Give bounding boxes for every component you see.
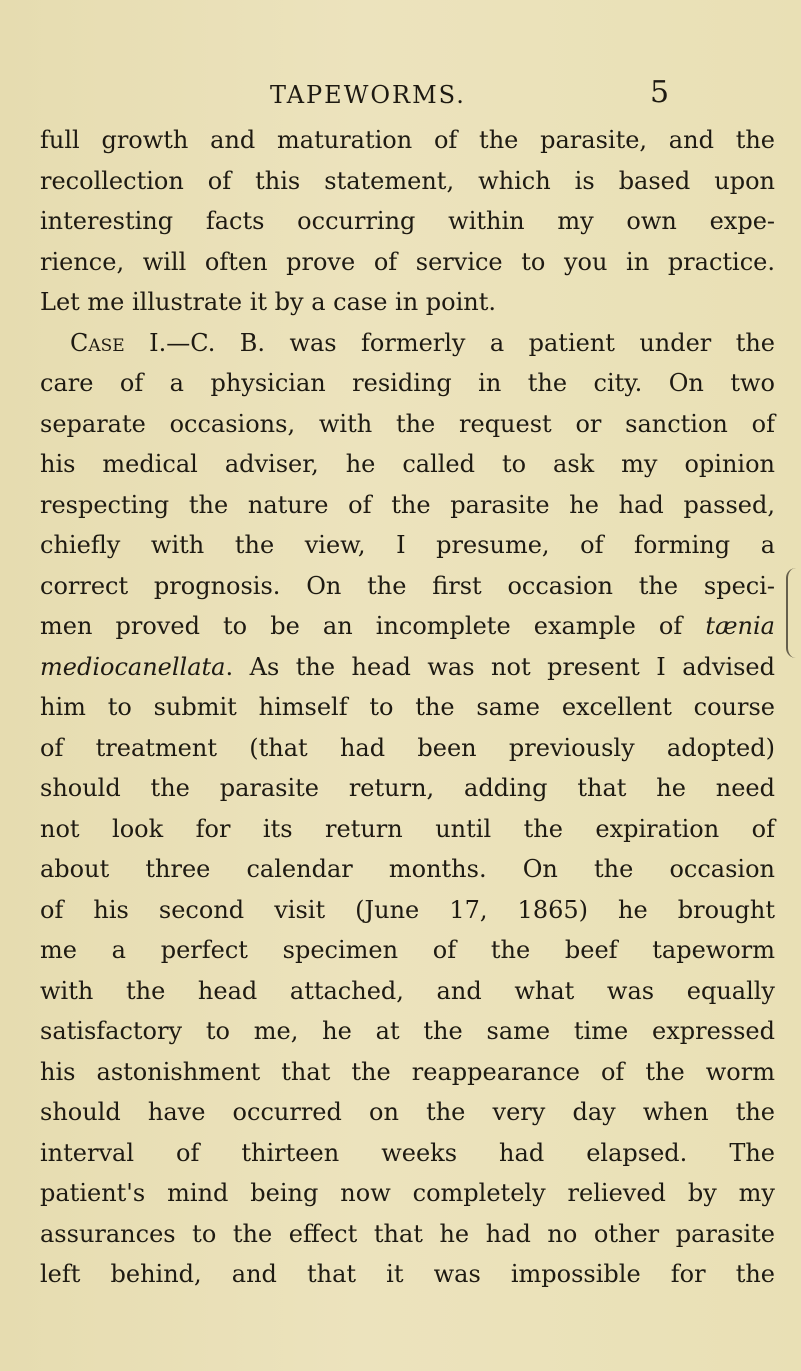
text-line: his medical adviser, he called to ask my opinion [40, 450, 775, 478]
text-line: satisfactory to me, he at the same time expressed [40, 1017, 775, 1045]
text-line-case-heading [40, 323, 775, 364]
text-line: care of a physician residing in the city. On two [40, 369, 775, 397]
text-line-with-italic [40, 606, 775, 647]
text-line: respecting the nature of the parasite he had passed, [40, 490, 775, 519]
text-line: of his second visit (June 17, 1865) he brought [40, 895, 775, 924]
page-number: 5 [650, 75, 670, 110]
body-text [40, 120, 775, 1295]
text-line: should the parasite return, adding that he need [40, 774, 775, 802]
text-line-with-italic [40, 647, 775, 688]
text-line: recollection of this statement, which is based upon [40, 166, 775, 195]
text-line: not look for its return until the expiration of [40, 814, 775, 843]
text-line: assurances to the effect that he had no other parasite [40, 1219, 775, 1248]
text-line: me a perfect specimen of the beef tapeworm [40, 936, 775, 964]
text-line: with the head attached, and what was equally [40, 976, 775, 1005]
text-line: chiefly with the view, I presume, of forming a [40, 531, 775, 559]
margin-bracket-mark [786, 568, 800, 658]
text-line: correct prognosis. On the first occasion the speci- [40, 571, 775, 600]
text-line: him to submit himself to the same excellent course [40, 693, 775, 721]
case-label: Case I. [70, 328, 167, 357]
running-head [0, 75, 801, 115]
text-line-start: men proved to be an incomplete example of [40, 612, 706, 640]
text-line: full growth and maturation of the parasite, and the [40, 126, 775, 154]
text-line-rest: —C. B. was formerly a patient under the [166, 328, 775, 357]
italic-mediocanellata: mediocanellata [40, 652, 226, 681]
text-line: about three calendar months. On the occasion [40, 855, 775, 883]
text-line: of treatment (that had been previously adopted) [40, 733, 775, 762]
text-line: should have occurred on the very day when the [40, 1098, 775, 1126]
italic-taenia: tænia [705, 612, 775, 640]
text-line: his astonishment that the reappearance of the worm [40, 1057, 775, 1086]
text-line: left behind, and that it was impossible for the [40, 1260, 775, 1288]
running-title: TAPEWORMS. [270, 81, 466, 109]
text-line: interesting facts occurring within my own expe- [40, 207, 775, 235]
text-line-rest: . As the head was not present I advised [225, 652, 775, 681]
text-line: separate occasions, with the request or sanction of [40, 409, 775, 438]
text-line: patient's mind being now completely relieved by my [40, 1179, 775, 1207]
text-line: Let me illustrate it by a case in point. [40, 288, 497, 316]
text-line: rience, will often prove of service to you in practice. [40, 247, 775, 276]
text-line: interval of thirteen weeks had elapsed. The [40, 1138, 775, 1167]
